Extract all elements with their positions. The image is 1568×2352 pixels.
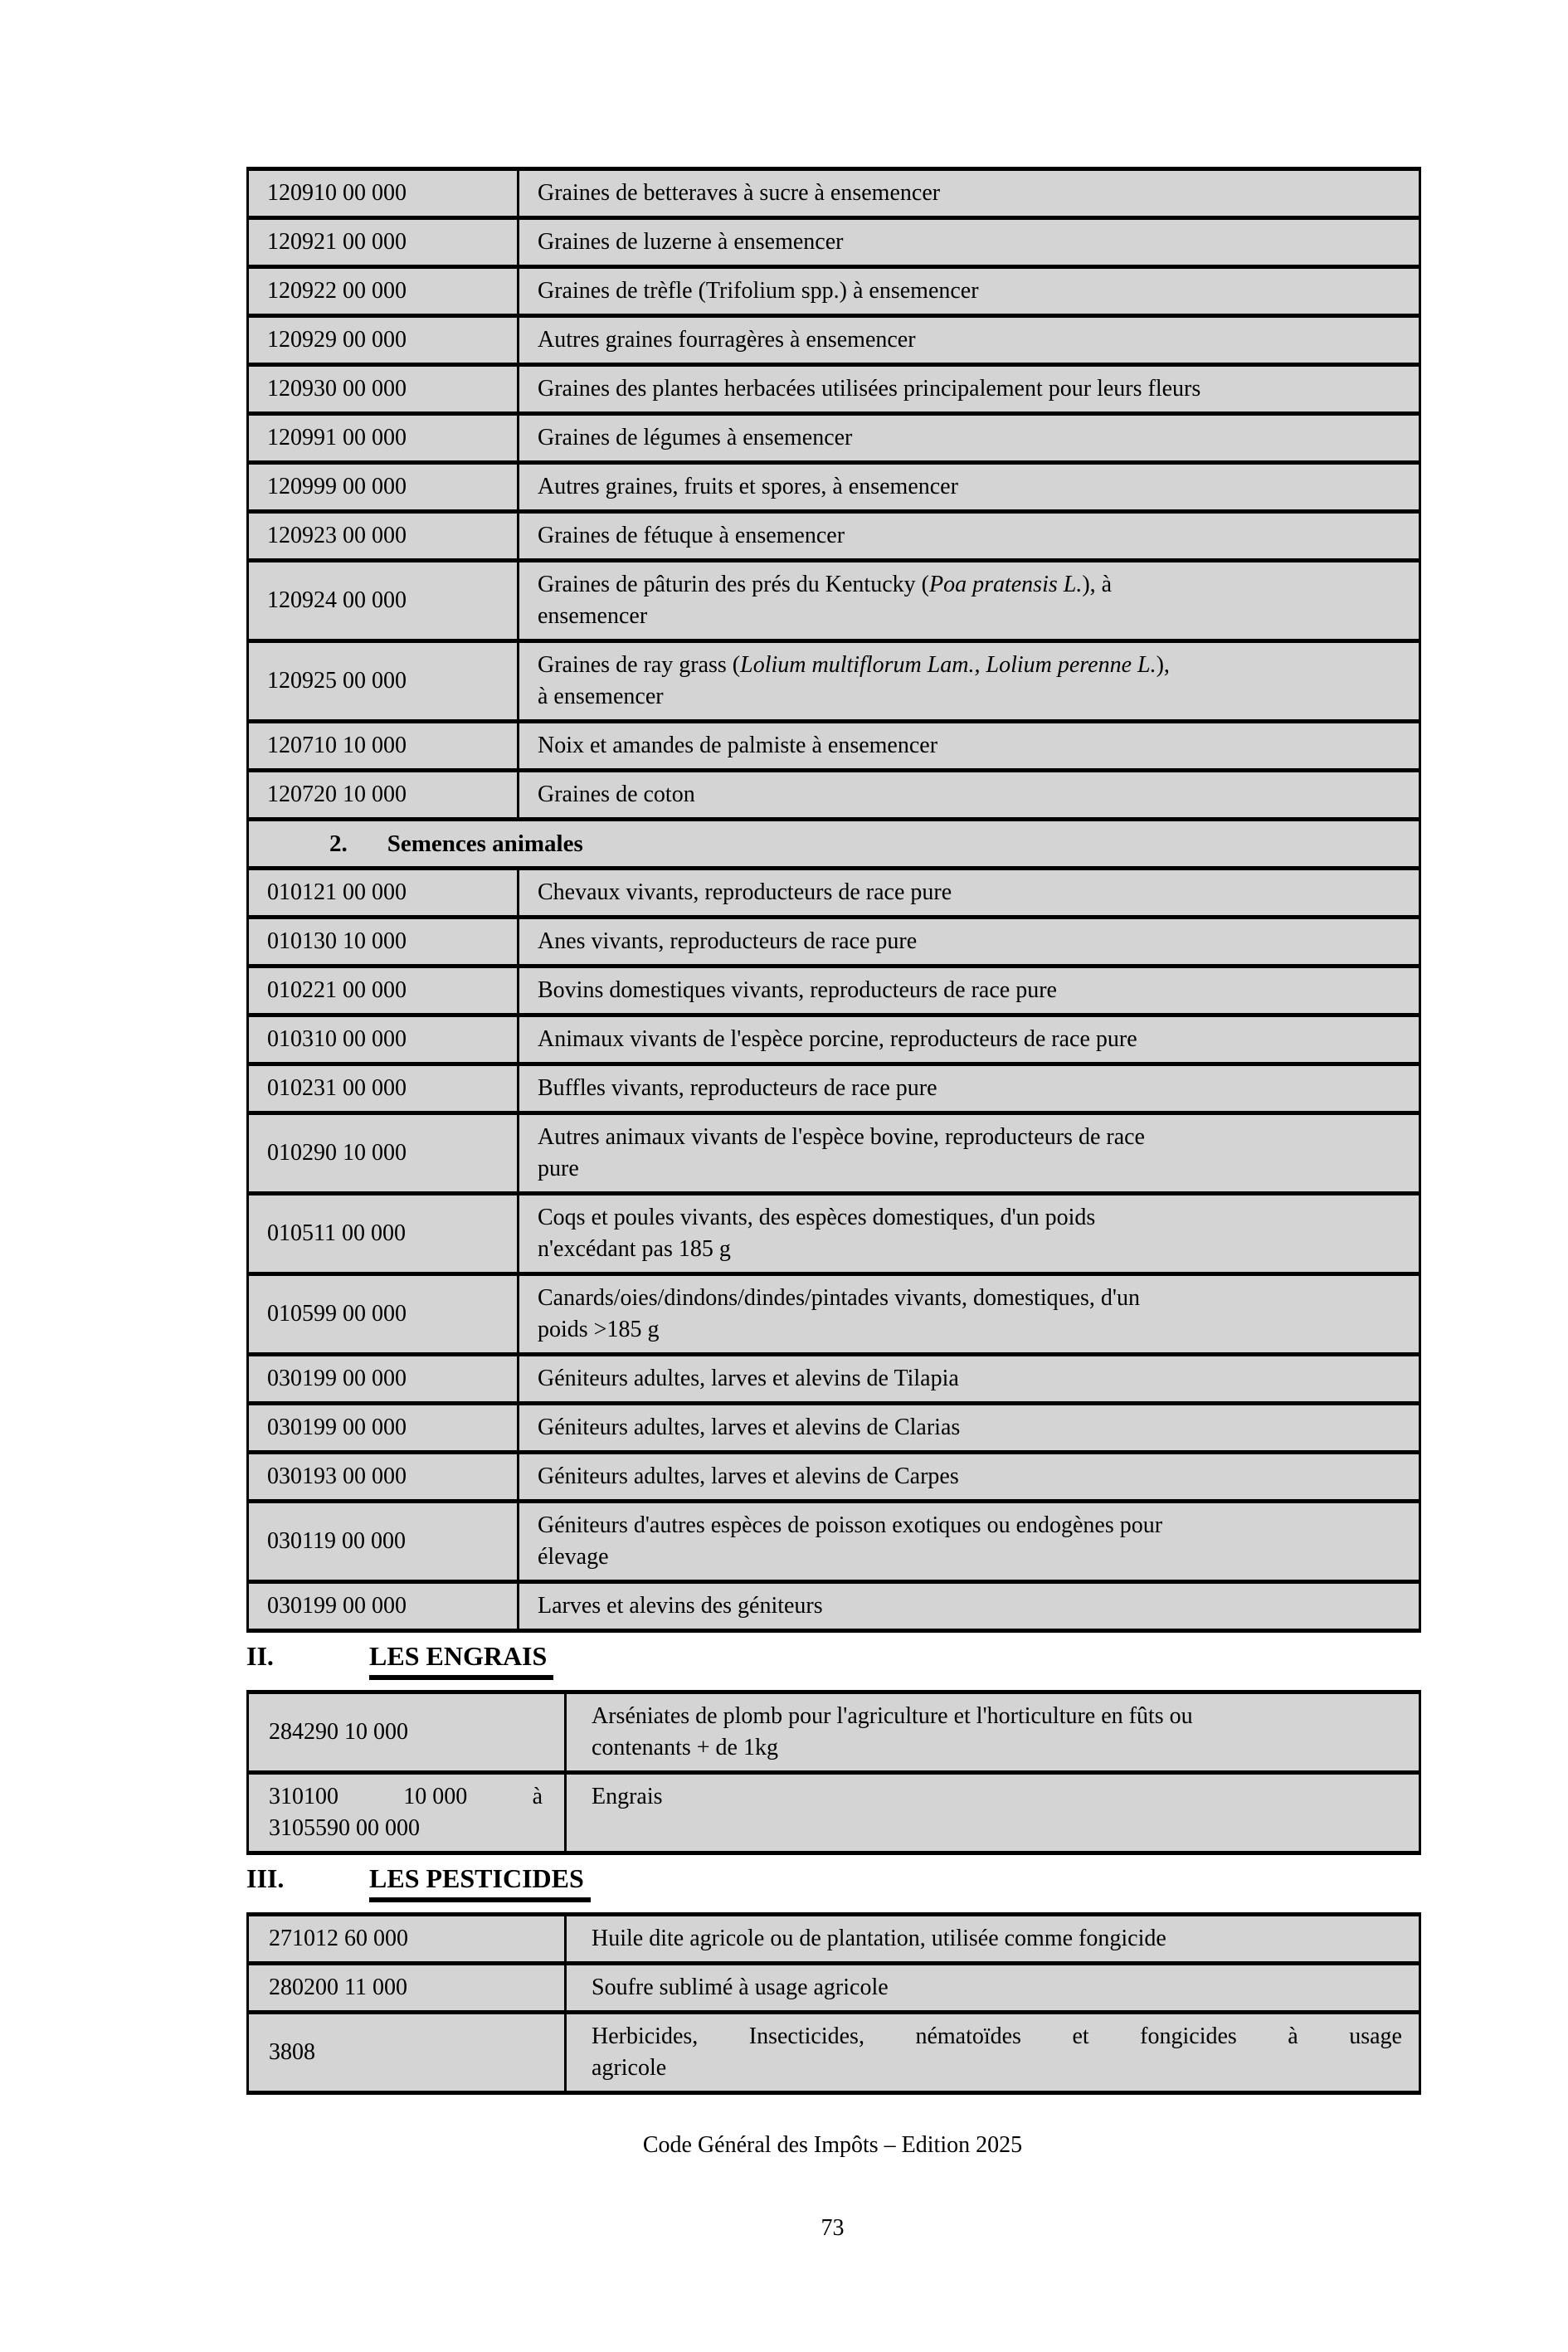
- description-cell: Autres animaux vivants de l'espèce bovine, reproducteurs de race pure: [519, 1113, 1420, 1194]
- section-heading-pesticides: [246, 1862, 1419, 1902]
- hs-code-cell: 120999 00 000: [248, 463, 519, 512]
- table-row: [248, 1274, 1420, 1355]
- description-cell: Autres graines, fruits et spores, à ensemencer: [519, 463, 1420, 512]
- section-title: LES PESTICIDES: [369, 1862, 591, 1902]
- hs-code-cell: 120925 00 000: [248, 641, 519, 722]
- description-cell: Graines de trèfle (Trifolium spp.) à ensemencer: [519, 267, 1420, 316]
- description-cell: Autres graines fourragères à ensemencer: [519, 316, 1420, 365]
- table-row: [248, 1964, 1420, 2013]
- description-cell: Graines de fétuque à ensemencer: [519, 512, 1420, 561]
- description-cell: Animaux vivants de l'espèce porcine, reproducteurs de race pure: [519, 1015, 1420, 1064]
- table-engrais: [246, 1690, 1421, 1855]
- description-cell: Anes vivants, reproducteurs de race pure: [519, 918, 1420, 967]
- description-cell: Canards/oies/dindons/dindes/pintades vivants, domestiques, d'un poids >185 g: [519, 1274, 1420, 1355]
- table-row: [248, 722, 1420, 771]
- table-row: [248, 1194, 1420, 1274]
- hs-code-cell: 3808: [248, 2013, 566, 2093]
- table-row: [248, 918, 1420, 967]
- description-cell: Coqs et poules vivants, des espèces domestiques, d'un poids n'excédant pas 185 g: [519, 1194, 1420, 1274]
- hs-code-cell: 010511 00 000: [248, 1194, 519, 1274]
- table-row: [248, 561, 1420, 641]
- hs-code-cell: 120922 00 000: [248, 267, 519, 316]
- description-cell: Graines de pâturin des prés du Kentucky (Poa pratensis L.), à ensemencer: [519, 561, 1420, 641]
- section-heading-engrais: [246, 1639, 1419, 1680]
- subsection-header: [248, 820, 1420, 869]
- table-row: [248, 2013, 1420, 2093]
- description-cell: Herbicides, Insecticides, nématoïdes et fongicides à usage agricole: [566, 2013, 1420, 2093]
- hs-code-cell: 010231 00 000: [248, 1064, 519, 1113]
- hs-code-cell: 271012 60 000: [248, 1915, 566, 1964]
- table-row: [248, 820, 1420, 869]
- table-semences: [246, 167, 1421, 1633]
- table-row: [248, 1692, 1420, 1773]
- description-cell: Géniteurs adultes, larves et alevins de Tilapia: [519, 1355, 1420, 1404]
- table-row: [248, 1404, 1420, 1453]
- description-cell: Géniteurs d'autres espèces de poisson exotiques ou endogènes pour élevage: [519, 1502, 1420, 1582]
- table-row: [248, 1773, 1420, 1853]
- table-row: [248, 267, 1420, 316]
- description-cell: Graines de betteraves à sucre à ensemencer: [519, 169, 1420, 218]
- table-row: [248, 1915, 1420, 1964]
- description-cell: Graines de luzerne à ensemencer: [519, 218, 1420, 267]
- hs-code-cell: 120923 00 000: [248, 512, 519, 561]
- description-cell: Larves et alevins des géniteurs: [519, 1582, 1420, 1631]
- hs-code-cell: 310100 10 000 à 3105590 00 000: [248, 1773, 566, 1853]
- table-row: [248, 869, 1420, 918]
- hs-code-cell: 010221 00 000: [248, 967, 519, 1015]
- description-cell: Graines de coton: [519, 771, 1420, 820]
- table-row: [248, 967, 1420, 1015]
- description-cell: Bovins domestiques vivants, reproducteurs de race pure: [519, 967, 1420, 1015]
- table-row: [248, 1064, 1420, 1113]
- description-cell: Géniteurs adultes, larves et alevins de Clarias: [519, 1404, 1420, 1453]
- table-row: [248, 365, 1420, 414]
- description-cell: Graines de ray grass (Lolium multiflorum Lam., Lolium perenne L.), à ensemencer: [519, 641, 1420, 722]
- hs-code-cell: 120910 00 000: [248, 169, 519, 218]
- hs-code-cell: 030119 00 000: [248, 1502, 519, 1582]
- subsection-label: Semences animales: [387, 830, 583, 857]
- page-content: [246, 167, 1419, 2244]
- table-row: [248, 771, 1420, 820]
- table-row: [248, 463, 1420, 512]
- description-cell: Géniteurs adultes, larves et alevins de Carpes: [519, 1453, 1420, 1502]
- hs-code-cell: 030193 00 000: [248, 1453, 519, 1502]
- subsection-number: 2.: [329, 830, 348, 857]
- table-row: [248, 1113, 1420, 1194]
- description-cell: Huile dite agricole ou de plantation, utilisée comme fongicide: [566, 1915, 1420, 1964]
- hs-code-cell: 010290 10 000: [248, 1113, 519, 1194]
- table-row: [248, 414, 1420, 463]
- description-cell: Buffles vivants, reproducteurs de race pure: [519, 1064, 1420, 1113]
- description-cell: Graines des plantes herbacées utilisées principalement pour leurs fleurs: [519, 365, 1420, 414]
- section-numeral: III.: [246, 1863, 285, 1893]
- hs-code-cell: 030199 00 000: [248, 1582, 519, 1631]
- hs-code-cell: 030199 00 000: [248, 1404, 519, 1453]
- table-row: [248, 1502, 1420, 1582]
- hs-code-cell: 120921 00 000: [248, 218, 519, 267]
- table-row: [248, 512, 1420, 561]
- table-row: [248, 641, 1420, 722]
- hs-code-cell: 120929 00 000: [248, 316, 519, 365]
- description-cell: Noix et amandes de palmiste à ensemencer: [519, 722, 1420, 771]
- hs-code-cell: 010121 00 000: [248, 869, 519, 918]
- hs-code-cell: 120710 10 000: [248, 722, 519, 771]
- table-row: [248, 1015, 1420, 1064]
- hs-code-cell: 010599 00 000: [248, 1274, 519, 1355]
- table-row: [248, 169, 1420, 218]
- hs-code-cell: 120924 00 000: [248, 561, 519, 641]
- hs-code-cell: 284290 10 000: [248, 1692, 566, 1773]
- table-row: [248, 1355, 1420, 1404]
- table-row: [248, 218, 1420, 267]
- footer-text: Code Général des Impôts – Edition 2025: [642, 2132, 1023, 2158]
- hs-code-cell: 010130 10 000: [248, 918, 519, 967]
- description-cell: Arséniates de plomb pour l'agriculture et l'horticulture en fûts ou contenants + de 1kg: [566, 1692, 1420, 1773]
- hs-code-cell: 030199 00 000: [248, 1355, 519, 1404]
- hs-code-cell: 010310 00 000: [248, 1015, 519, 1064]
- table-row: [248, 316, 1420, 365]
- hs-code-cell: 280200 11 000: [248, 1964, 566, 2013]
- hs-code-cell: 120930 00 000: [248, 365, 519, 414]
- hs-code-cell: 120720 10 000: [248, 771, 519, 820]
- table-pesticides: [246, 1912, 1421, 2095]
- section-numeral: II.: [246, 1641, 274, 1671]
- hs-code-cell: 120991 00 000: [248, 414, 519, 463]
- table-row: [248, 1453, 1420, 1502]
- description-cell: Soufre sublimé à usage agricole: [566, 1964, 1420, 2013]
- section-title: LES ENGRAIS: [369, 1639, 553, 1680]
- page-number: 73: [821, 2215, 845, 2241]
- description-cell: Engrais: [566, 1773, 1420, 1853]
- description-cell: Chevaux vivants, reproducteurs de race pure: [519, 869, 1420, 918]
- description-cell: Graines de légumes à ensemencer: [519, 414, 1420, 463]
- table-row: [248, 1582, 1420, 1631]
